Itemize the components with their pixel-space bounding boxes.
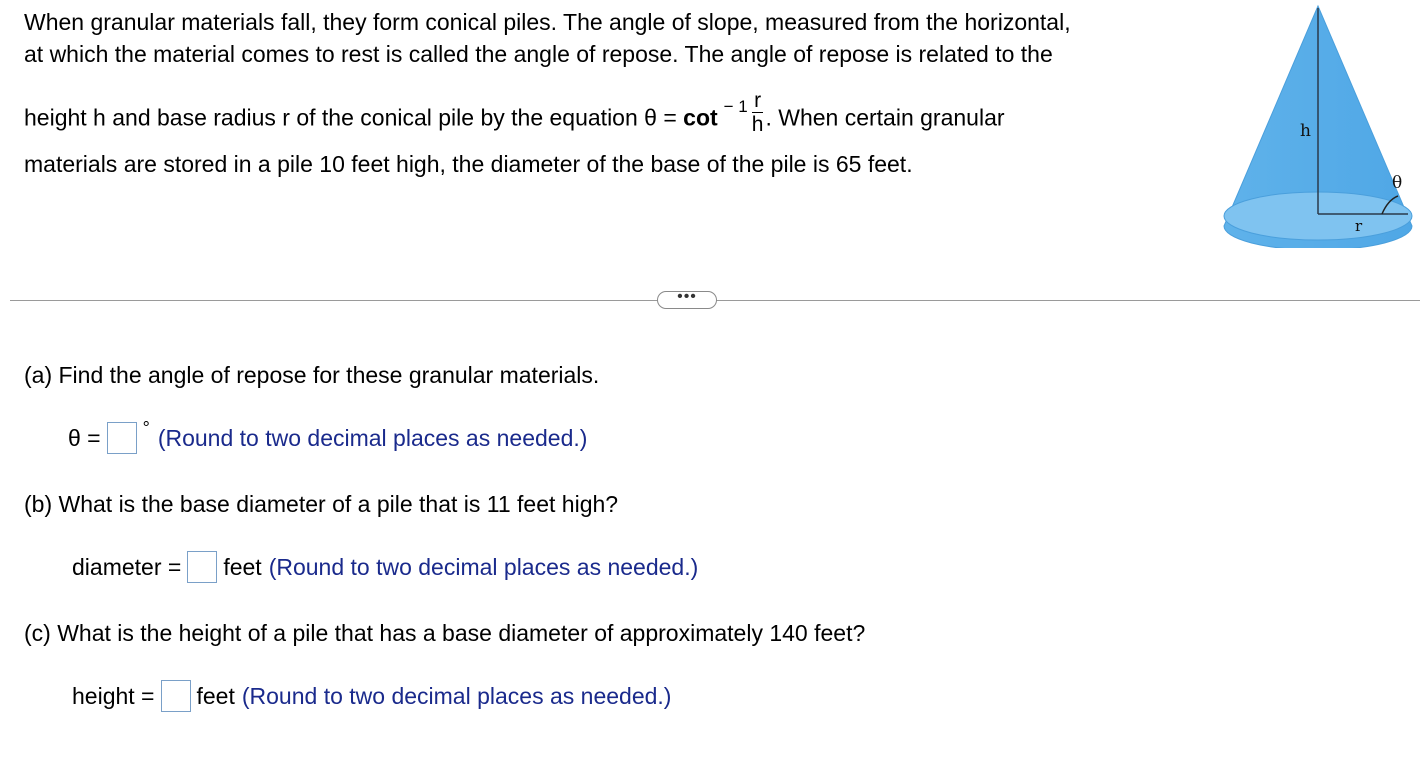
answer-a-input[interactable] bbox=[107, 422, 137, 454]
answer-b-label: diameter = bbox=[72, 553, 182, 580]
question-c: (c) What is the height of a pile that has a base diameter of approximately 140 feet? bbox=[24, 620, 866, 646]
inverse-exponent: − 1 bbox=[723, 96, 748, 116]
problem-line-3 bbox=[24, 89, 1005, 143]
answer-c-label: height = bbox=[72, 682, 155, 709]
label-r: r bbox=[1355, 217, 1363, 235]
question-a: (a) Find the angle of repose for these granular materials. bbox=[24, 362, 600, 388]
problem-line-4: materials are stored in a pile 10 feet high, the diameter of the base of the pile is 65 feet. bbox=[24, 151, 913, 177]
equation-lead-text: height h and base radius r of the conical pile by the equation θ = bbox=[24, 104, 684, 131]
cone-figure bbox=[1222, 2, 1414, 248]
cot-function: cot bbox=[683, 104, 718, 131]
label-theta: θ bbox=[1392, 173, 1403, 193]
answer-c-unit: feet bbox=[196, 682, 235, 709]
problem-line-1: When granular materials fall, they form conical piles. The angle of slope, measured from the horizontal, bbox=[24, 9, 1071, 35]
answer-a-label: θ = bbox=[68, 424, 101, 451]
answer-row-c bbox=[72, 680, 671, 712]
answer-a-hint: (Round to two decimal places as needed.) bbox=[157, 424, 588, 451]
fraction-numerator: r bbox=[752, 90, 764, 113]
answer-row-b bbox=[72, 551, 698, 583]
equation-trail-text: . When certain granular bbox=[765, 104, 1005, 131]
answer-b-input[interactable] bbox=[187, 551, 217, 583]
answer-b-unit: feet bbox=[223, 553, 262, 580]
answer-b-hint: (Round to two decimal places as needed.) bbox=[268, 553, 699, 580]
label-h: h bbox=[1300, 121, 1311, 141]
answer-a-unit: ° bbox=[142, 417, 150, 438]
fraction-r-over-h bbox=[752, 90, 764, 137]
answer-c-hint: (Round to two decimal places as needed.) bbox=[241, 682, 672, 709]
answer-c-input[interactable] bbox=[161, 680, 191, 712]
answer-row-a bbox=[68, 417, 588, 454]
expand-more-button[interactable]: ••• bbox=[657, 291, 717, 309]
fraction-denominator: h bbox=[751, 113, 764, 136]
problem-line-2: at which the material comes to rest is called the angle of repose. The angle of repose is related to the bbox=[24, 41, 1053, 67]
question-b: (b) What is the base diameter of a pile that is 11 feet high? bbox=[24, 491, 619, 517]
